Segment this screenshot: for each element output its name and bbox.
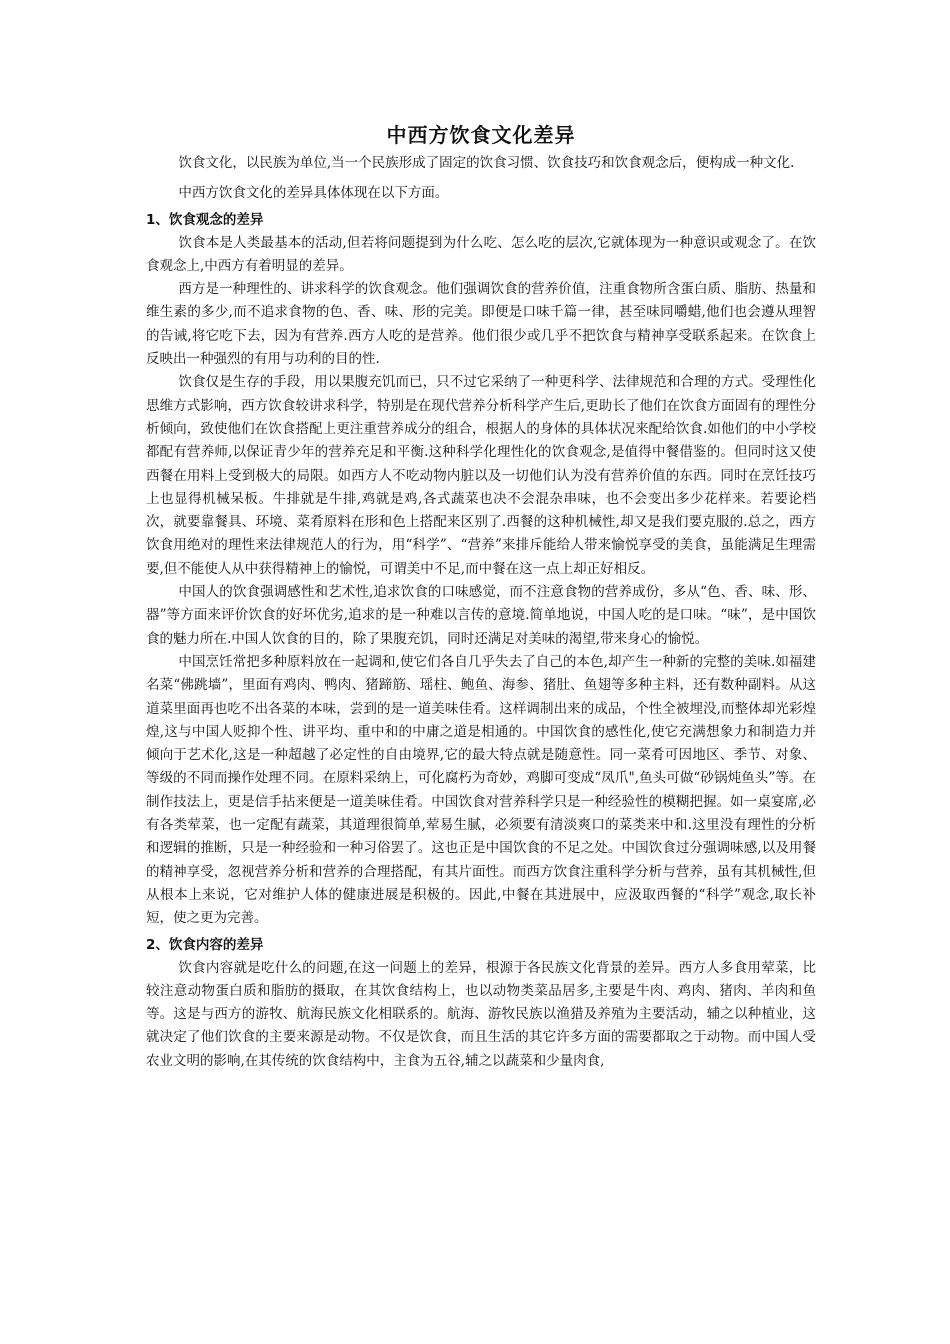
document-page	[146, 120, 816, 1073]
section-heading-2: 2、饮食内容的差异	[146, 936, 264, 953]
section1-paragraph-3: 饮食仅是生存的手段，用以果腹充饥而已，只不过它采纳了一种更科学、法律规范和合理的方式。受理性化思维方式影响，西方饮食较讲求科学，特别是在现代营养分析科学产生后,更助长了他们在饮食方面固有的理性分析倾向，致使他们在饮食搭配上更注重营养成分的组合，根据人的身体的具体状况来配给饮食.如他们的中小学校都配有营养师,以保证青少年的营养充足和平衡.这种科学化理性化的饮食观念,是值得中餐借鉴的。但同时这又使西餐在用料上受到极大的局限。如西方人不吃动物内脏以及一切他们认为没有营养价值的东西。同时在烹饪技巧上也显得机械呆板。牛排就是牛排,鸡就是鸡,各式蔬菜也决不会混杂串味，也不会变出多少花样来。若要论档次，就要靠餐具、环境、菜肴原料在形和色上搭配来区别了.西餐的这种机械性,却又是我们要克服的.总之，西方饮食用绝对的理性来法律规范人的行为，用“科学”、“营养”来排斥能给人带来愉悦享受的美食，虽能满足生理需要,但不能使人从中获得精神上的愉悦，可谓美中不足,而中餐在这一点上却正好相反。	[146, 374, 816, 577]
section2-paragraph-1: 饮食内容就是吃什么的问题,在这一问题上的差异，根源于各民族文化背景的差异。西方人多食用荤菜，比较注意动物蛋白质和脂肪的摄取，在其饮食结构上，也以动物类菜品居多,主要是牛肉、鸡肉、猪肉、羊肉和鱼等。这是与西方的游牧、航海民族文化相联系的。航海、游牧民族以渔猎及养殖为主要活动，辅之以种植业，这就决定了他们饮食的主要来源是动物。不仅是饮食，而且生活的其它许多方面的需要都取之于动物。而中国人受农业文明的影响,在其传统的饮食结构中，主食为五谷,辅之以蔬菜和少量肉食,	[146, 959, 816, 1069]
section1-paragraph-2: 西方是一种理性的、讲求科学的饮食观念。他们强调饮食的营养价值，注重食物所含蛋白质、脂肪、热量和维生素的多少,而不追求食物的色、香、味、形的完美。即便是口味千篇一律，甚至味同嚼蜡,他们也会遵从理智的告诫,将它吃下去，因为有营养.西方人吃的是营养。他们很少或几乎不把饮食与精神享受联系起来。在饮食上反映出一种强烈的有用与功利的目的性.	[146, 281, 816, 368]
section1-paragraph-5: 中国烹饪常把多种原料放在一起调和,使它们各自几乎失去了自己的本色,却产生一种新的完整的美味.如福建名菜“佛跳墙”，里面有鸡肉、鸭肉、猪蹄筋、瑶柱、鲍鱼、海参、猪肚、鱼翅等多种主料，还有数种副料。从这道菜里面再也吃不出各菜的本味，尝到的是一道美味佳肴。这样调制出来的成品，个性全被埋没,而整体却光彩煌煌,这与中国人贬抑个性、讲平均、重中和的中庸之道是相通的。中国饮食的感性化,使它充满想象力和制造力并倾向于艺术化,这是一种超越了必定性的自由境界,它的最大特点就是随意性。同一菜肴可因地区、季节、对象、等级的不同而操作处理不同。在原料采纳上，可化腐朽为奇妙，鸡脚可变成“凤爪",鱼头可做“砂锅炖鱼头”等。在制作技法上，更是信手拈来便是一道美味佳肴。中国饮食对营养科学只是一种经验性的模糊把握。如一桌宴席,必有各类荤菜，也一定配有蔬菜，其道理很简单,荤易生腻，必须要有清淡爽口的菜类来中和.这里没有理性的分析和逻辑的推断，只是一种经验和一种习俗罢了。这也正是中国饮食的不足之处。中国饮食过分强调味感,以及用餐的精神享受，忽视营养分析和营养的合理搭配，有其片面性。而西方饮食注重科学分析与营养，虽有其机械性,但从根本上来说，它对维护人体的健康进展是积极的。因此,中餐在其进展中，应汲取西餐的“科学”观念,取长补短，使之更为完善。	[146, 653, 816, 927]
intro-paragraph-1: 饮食文化，以民族为单位,当一个民族形成了固定的饮食习惯、饮食技巧和饮食观念后，便构成一种文化.	[178, 155, 795, 171]
intro-paragraph-2: 中西方饮食文化的差异具体体现在以下方面。	[178, 185, 449, 202]
document-title: 中西方饮食文化差异	[386, 123, 576, 147]
section1-paragraph-4: 中国人的饮食强调感性和艺术性,追求饮食的口味感觉，而不注意食物的营养成份，多从“色、香、味、形、器”等方面来评价饮食的好坏优劣,追求的是一种难以言传的意境.简单地说，中国人吃的是口味。“味”，是中国饮食的魅力所在.中国人饮食的目的，除了果腹充饥，同时还满足对美味的渴望,带来身心的愉悦。	[146, 584, 816, 647]
section1-paragraph-1: 饮食本是人类最基本的活动,但若将问题提到为什么吃、怎么吃的层次,它就体现为一种意识或观念了。在饮食观念上,中西方有着明显的差异。	[146, 234, 816, 274]
section-heading-1: 1、饮食观念的差异	[146, 211, 264, 228]
